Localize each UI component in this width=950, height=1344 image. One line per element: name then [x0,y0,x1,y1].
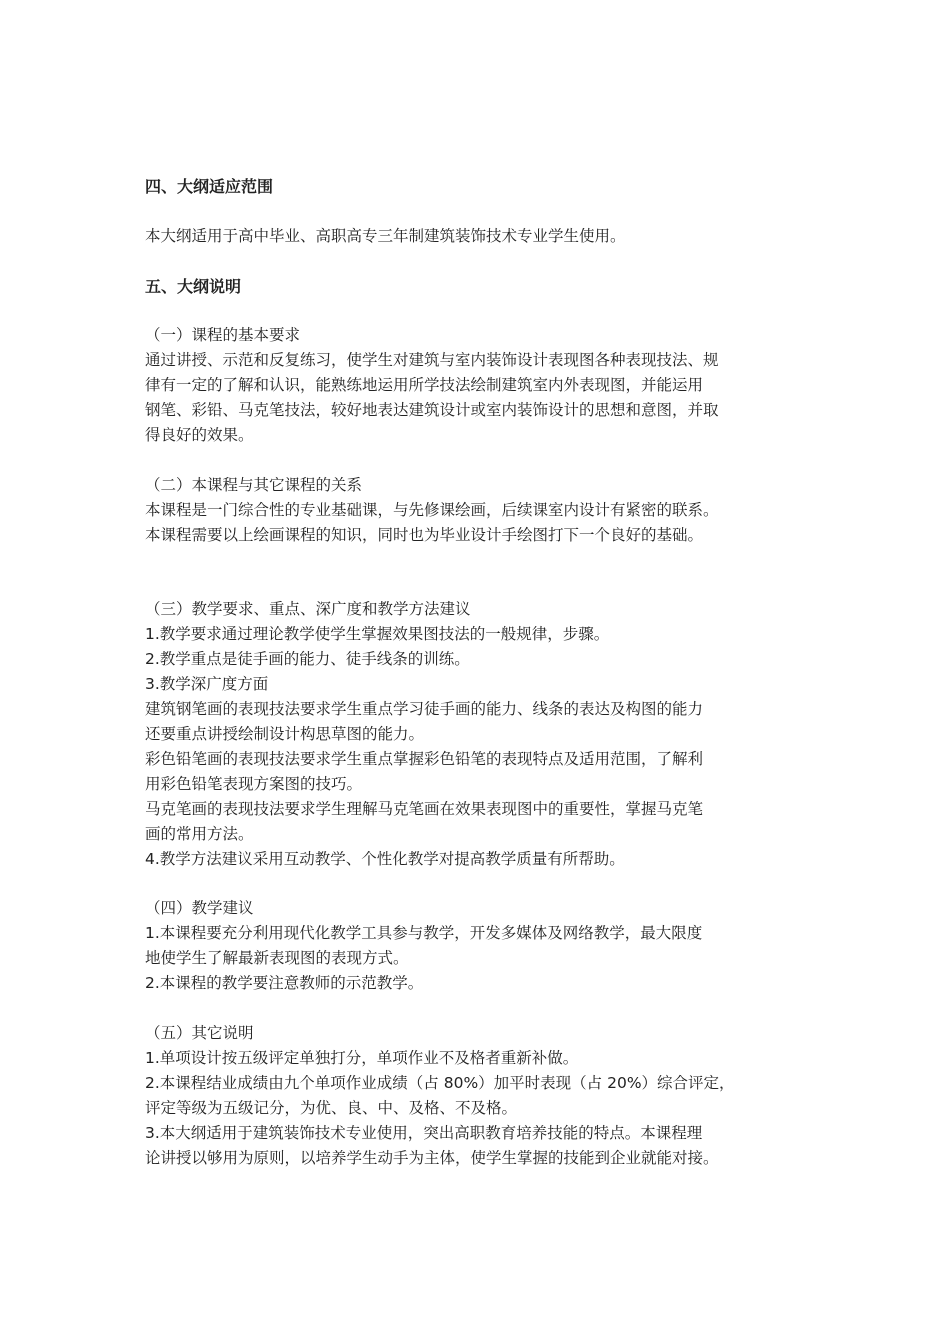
part2-line: 本课程需要以上绘画课程的知识，同时也为毕业设计手绘图打下一个良好的基础。 [145,526,704,544]
part1-line: 钢笔、彩铅、马克笔技法，较好地表达建筑设计或室内装饰设计的思想和意图，并取 [145,401,719,419]
part4-line: 2.本课程的教学要注意教师的示范教学。 [145,974,424,992]
part1-line: 律有一定的了解和认识，能熟练地运用所学技法绘制建筑室内外表现图，并能运用 [145,376,704,394]
part1-line: 通过讲授、示范和反复练习，使学生对建筑与室内装饰设计表现图各种表现技法、规 [145,351,719,369]
part3-line: 还要重点讲授绘制设计构思草图的能力。 [145,725,425,743]
part3-line: 马克笔画的表现技法要求学生理解马克笔画在效果表现图中的重要性，掌握马克笔 [145,800,704,818]
part3-line: 3.教学深广度方面 [145,675,269,693]
part5-line: 评定等级为五级记分，为优、良、中、及格、不及格。 [145,1099,518,1117]
part1-title: （一）课程的基本要求 [145,326,301,344]
part3-line: 彩色铅笔画的表现技法要求学生重点掌握彩色铅笔的表现特点及适用范围，了解利 [145,750,704,768]
part5-line: 1.单项设计按五级评定单独打分，单项作业不及格者重新补做。 [145,1049,579,1067]
part3-title: （三）教学要求、重点、深广度和教学方法建议 [145,600,471,618]
part2-title: （二）本课程与其它课程的关系 [145,476,363,494]
part3-line: 画的常用方法。 [145,825,254,843]
section4-body: 本大纲适用于高中毕业、高职高专三年制建筑装饰技术专业学生使用。 [145,227,626,245]
part3-line: 4.教学方法建议采用互动教学、个性化教学对提高教学质量有所帮助。 [145,850,625,868]
part3-line: 1.教学要求通过理论教学使学生掌握效果图技法的一般规律，步骤。 [145,625,610,643]
part3-line: 用彩色铅笔表现方案图的技巧。 [145,775,363,793]
part3-line: 建筑钢笔画的表现技法要求学生重点学习徒手画的能力、线条的表达及构图的能力 [145,700,704,718]
part5-title: （五）其它说明 [145,1024,254,1042]
part3-line: 2.教学重点是徒手画的能力、徒手线条的训练。 [145,650,470,668]
part1-line: 得良好的效果。 [145,426,254,444]
part4-line: 1.本课程要充分利用现代化教学工具参与教学，开发多媒体及网络教学，最大限度 [145,924,703,942]
section5-title: 五、大纲说明 [145,277,242,296]
part4-title: （四）教学建议 [145,899,254,917]
part2-line: 本课程是一门综合性的专业基础课，与先修课绘画，后续课室内设计有紧密的联系。 [145,501,719,519]
part5-line: 2.本课程结业成绩由九个单项作业成绩（占 80%）加平时表现（占 20%）综合评定， [145,1074,735,1092]
part5-line: 3.本大纲适用于建筑装饰技术专业使用，突出高职教育培养技能的特点。本课程理 [145,1124,703,1142]
part4-line: 地使学生了解最新表现图的表现方式。 [145,949,409,967]
part5-line: 论讲授以够用为原则，以培养学生动手为主体，使学生掌握的技能到企业就能对接。 [145,1149,719,1167]
section4-title: 四、大纲适应范围 [145,177,274,196]
